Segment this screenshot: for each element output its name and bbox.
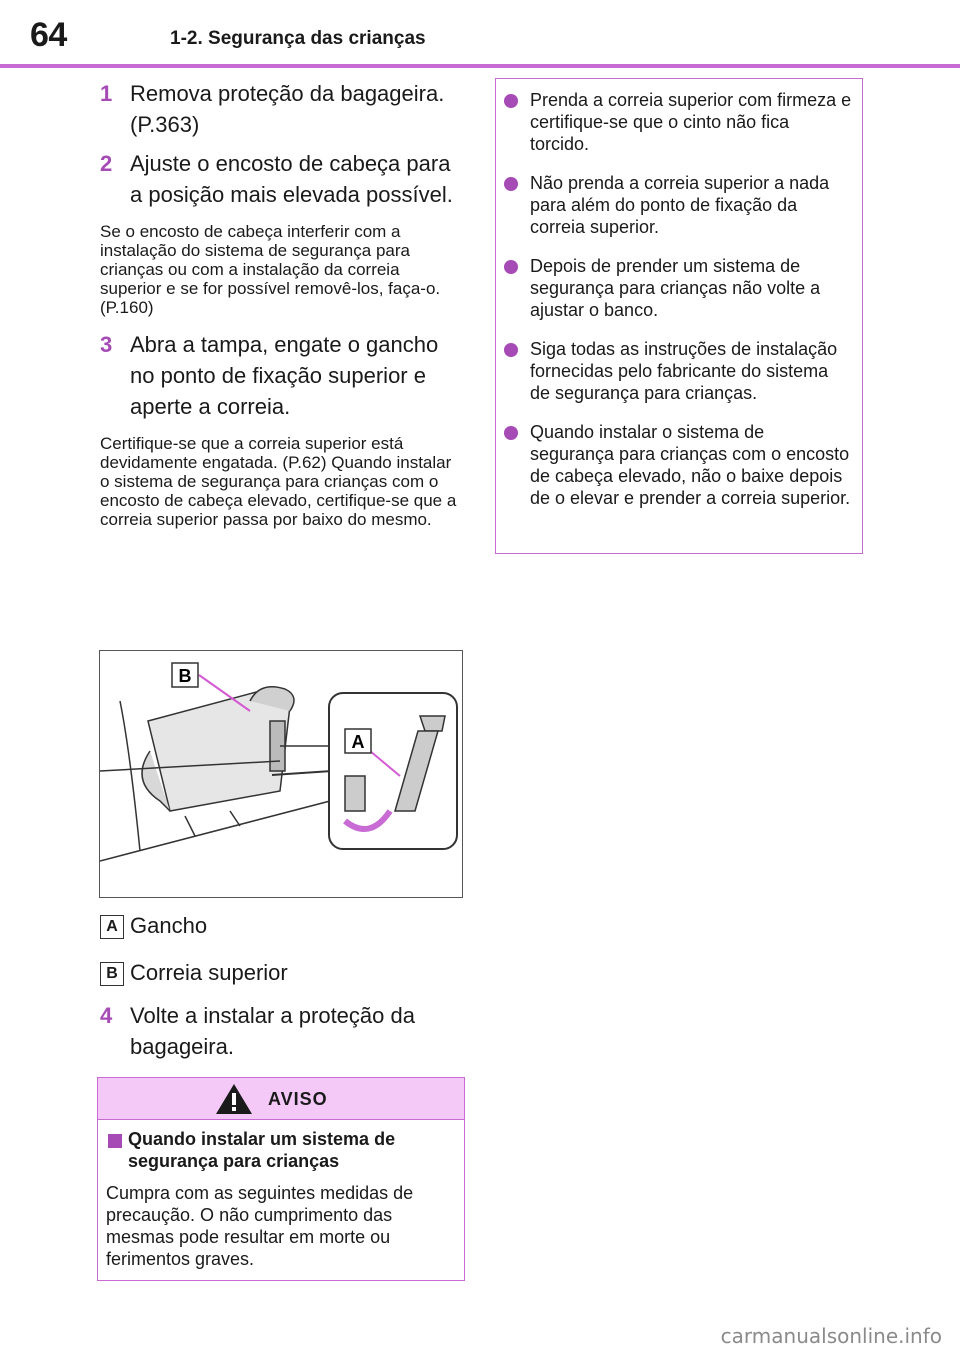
warning-triangle-icon bbox=[214, 1082, 254, 1116]
step-3 bbox=[100, 329, 462, 422]
warning-title: AVISO bbox=[268, 1089, 328, 1109]
warning-subtitle bbox=[106, 1128, 456, 1172]
page-number: 64 bbox=[30, 16, 67, 54]
legend-badge: B bbox=[100, 962, 124, 986]
warning-subtitle-text: Quando instalar um sistema de segurança para crianças bbox=[128, 1129, 396, 1171]
square-bullet-icon bbox=[108, 1134, 122, 1148]
step-4 bbox=[100, 1000, 462, 1062]
legend-text: Gancho bbox=[130, 913, 208, 938]
step-4-container bbox=[100, 1000, 462, 1070]
tether-illustration bbox=[99, 650, 463, 898]
warning-header bbox=[98, 1078, 464, 1120]
step-number: 1 bbox=[100, 81, 113, 106]
footer-watermark: carmanualsonline.info bbox=[720, 1324, 942, 1348]
bullet-item bbox=[504, 172, 852, 238]
precautions-box bbox=[495, 78, 863, 554]
step-text: Remova proteção da bagageira. (P.363) bbox=[130, 81, 445, 137]
section-title: 1-2. Segurança das crianças bbox=[170, 28, 426, 49]
figure-label-b: B bbox=[178, 666, 192, 686]
legend-item-a bbox=[100, 912, 460, 940]
bullet-item bbox=[504, 89, 852, 155]
step-number: 4 bbox=[100, 1003, 113, 1028]
note-headrest: Se o encosto de cabeça interferir com a instalação do sistema de segurança para crianças ou com a instalação da correia superior e se for possível removê-los, faça-o. (P.160) bbox=[100, 222, 441, 317]
legend-badge: A bbox=[100, 915, 124, 939]
figure-label-a: A bbox=[351, 732, 365, 752]
step-1 bbox=[100, 78, 462, 140]
step-number: 2 bbox=[100, 151, 113, 176]
warning-box bbox=[97, 1077, 465, 1281]
bullet-text: Prenda a correia superior com firmeza e certifique-se que o cinto não fica torcido. bbox=[530, 90, 852, 154]
bullet-dot-icon bbox=[504, 177, 518, 191]
bullet-dot-icon bbox=[504, 426, 518, 440]
step-text: Ajuste o encosto de cabeça para a posição mais elevada possível. bbox=[130, 151, 453, 207]
bullet-text: Depois de prender um sistema de segurança para crianças não volte a ajustar o banco. bbox=[530, 256, 821, 320]
bullet-dot-icon bbox=[504, 343, 518, 357]
bullet-text: Siga todas as instruções de instalação fornecidas pelo fabricante do sistema de segurança para crianças. bbox=[530, 339, 838, 403]
bullet-text: Quando instalar o sistema de segurança para crianças com o encosto de cabeça elevado, não o baixe depois de o elevar e prender a correia superior. bbox=[530, 422, 851, 508]
bullet-item bbox=[504, 421, 852, 509]
header-divider bbox=[0, 64, 960, 68]
bullet-dot-icon bbox=[504, 94, 518, 108]
note-strap: Certifique-se que a correia superior está devidamente engatada. (P.62) Quando instalar o sistema de segurança para crianças com o encosto de cabeça elevado, certifique-se que a correia superior passa por baixo do mesmo. bbox=[100, 434, 457, 529]
bullet-item bbox=[504, 255, 852, 321]
step-number: 3 bbox=[100, 332, 113, 357]
left-column bbox=[100, 78, 462, 541]
warning-body bbox=[98, 1120, 464, 1270]
bullet-dot-icon bbox=[504, 260, 518, 274]
legend-item-b bbox=[100, 959, 460, 987]
legend-text: Correia superior bbox=[130, 960, 288, 985]
bullet-item bbox=[504, 338, 852, 404]
step-2 bbox=[100, 148, 462, 210]
tether-diagram bbox=[100, 651, 462, 897]
step-text: Volte a instalar a proteção da bagageira. bbox=[130, 1003, 415, 1059]
bullet-text: Não prenda a correia superior a nada para além do ponto de fixação da correia superior. bbox=[530, 173, 830, 237]
step-text: Abra a tampa, engate o gancho no ponto de fixação superior e aperte a correia. bbox=[130, 332, 439, 419]
warning-text: Cumpra com as seguintes medidas de precaução. O não cumprimento das mesmas pode resultar em morte ou ferimentos graves. bbox=[106, 1183, 414, 1269]
